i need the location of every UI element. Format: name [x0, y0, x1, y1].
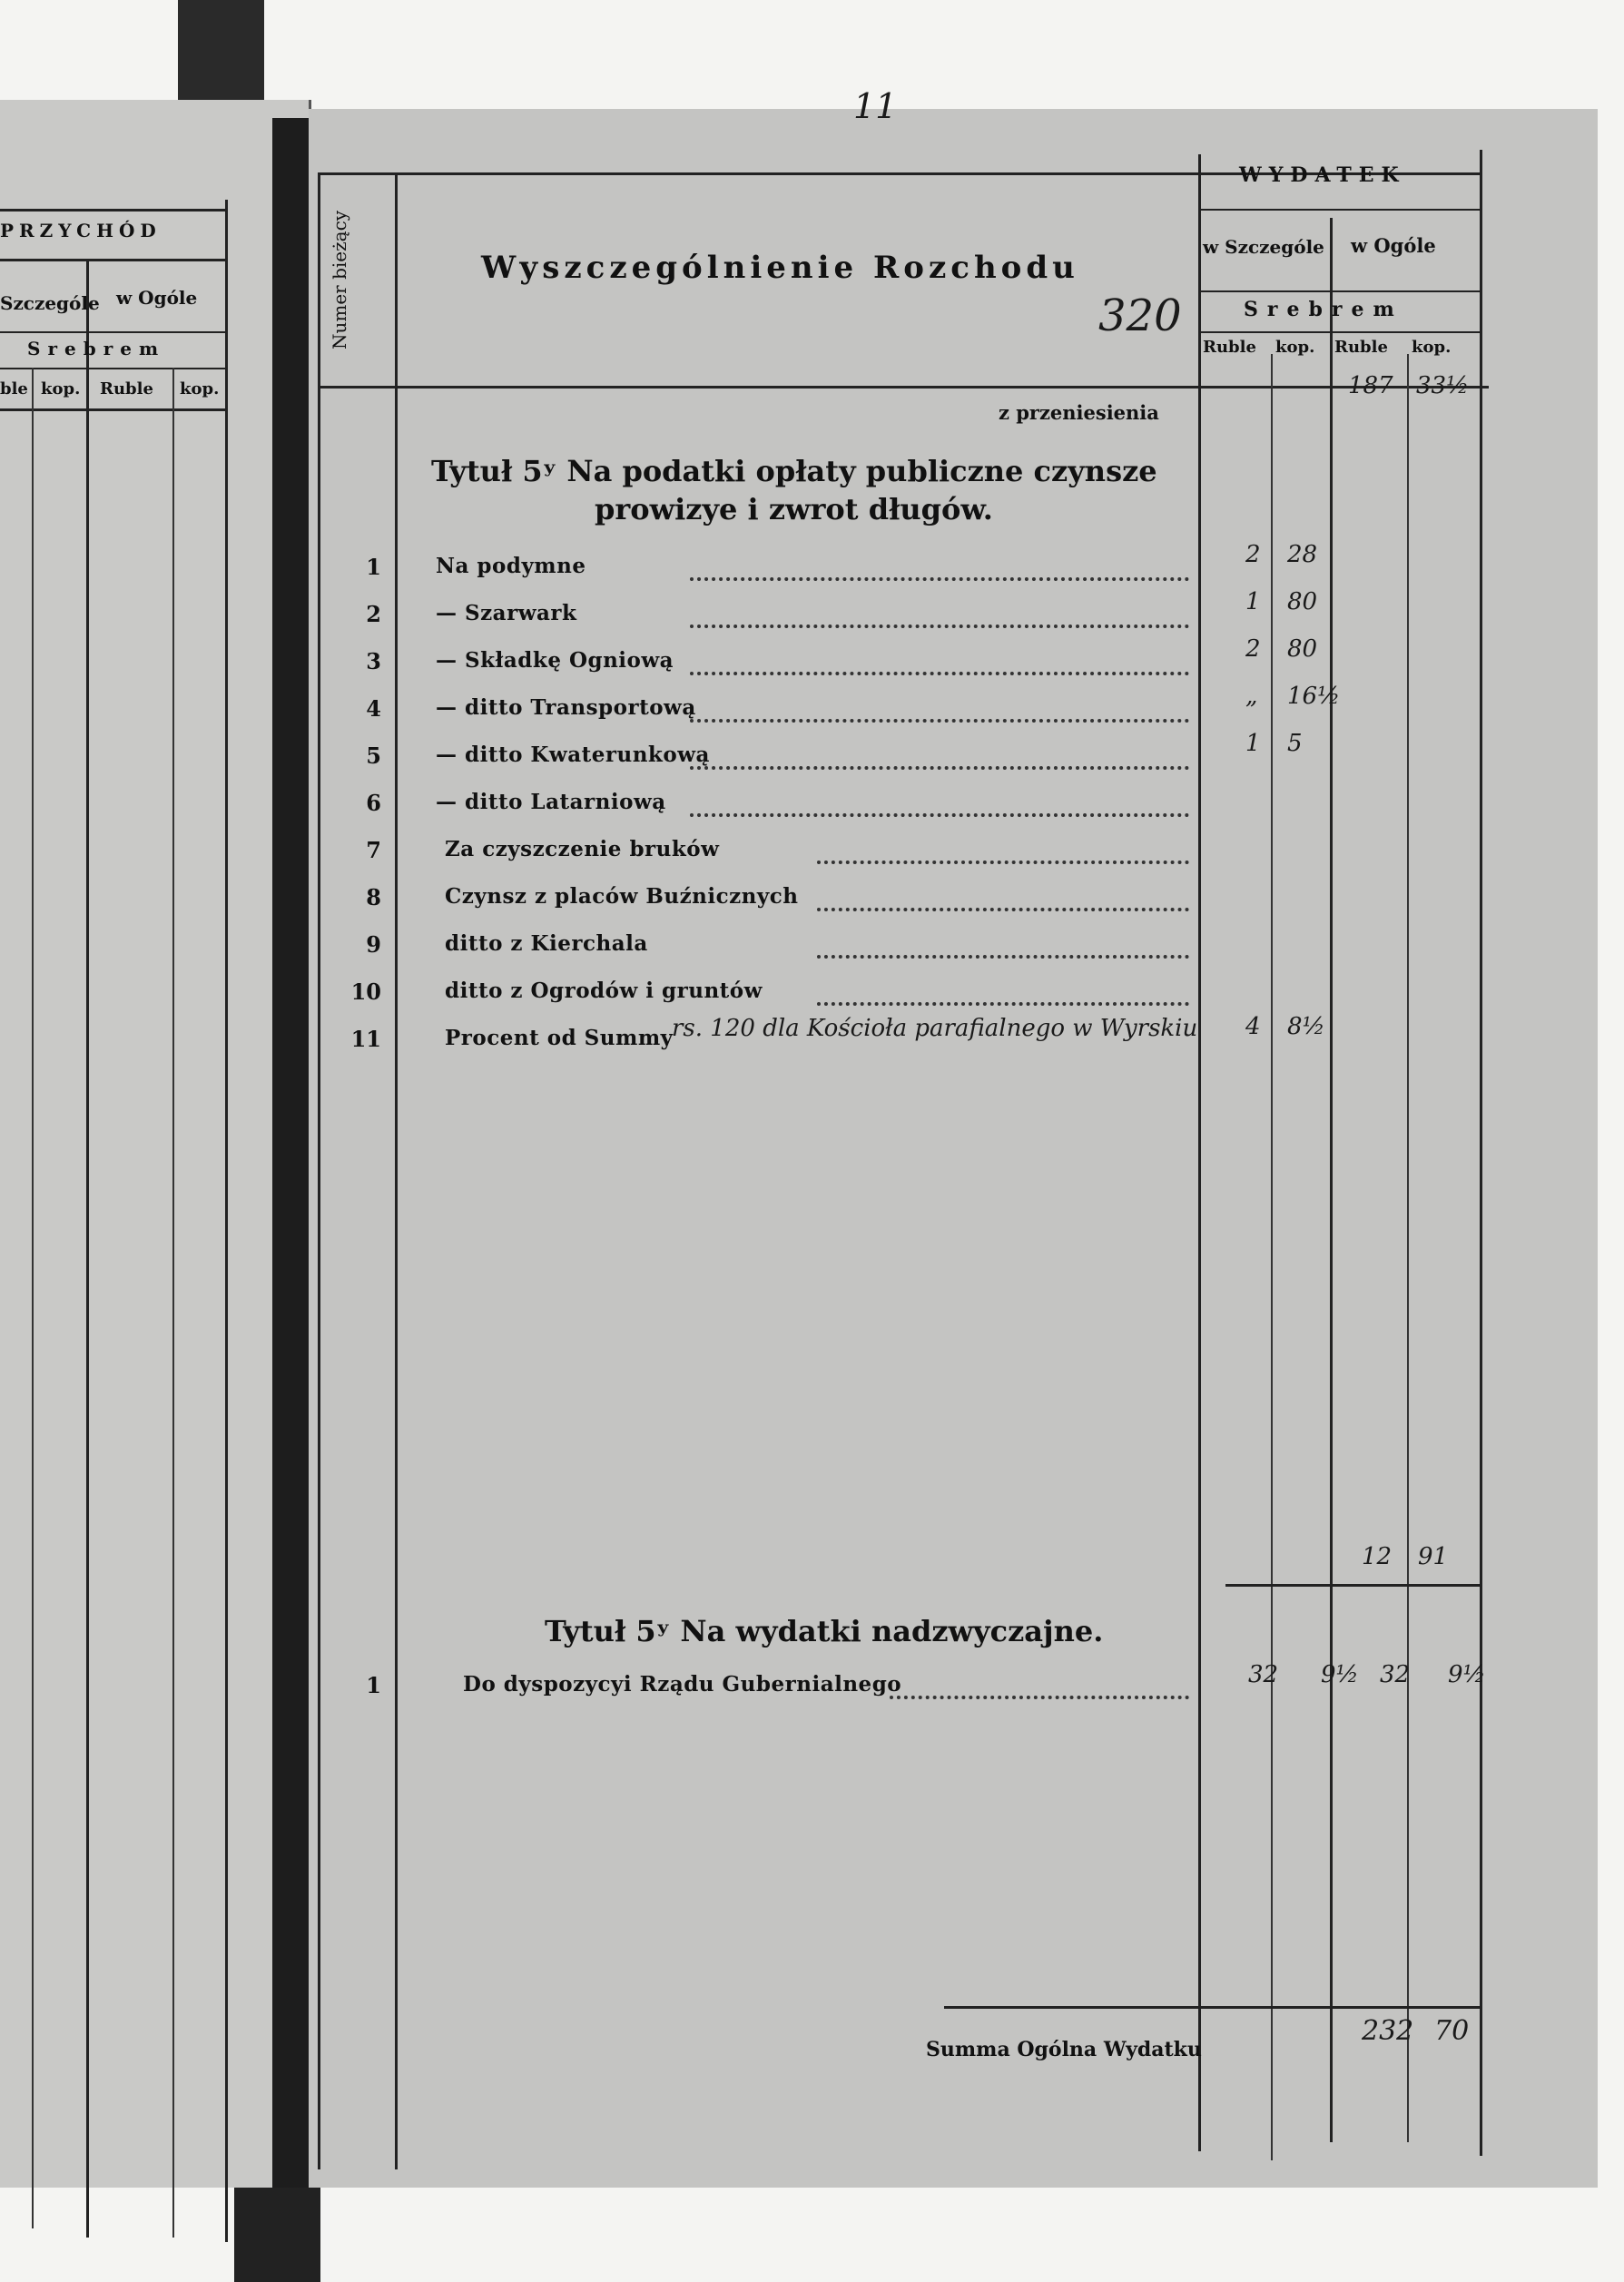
dot-leader	[690, 625, 1189, 628]
row-label: Na podymne	[436, 554, 586, 578]
left-srebrem: Srebrem	[27, 338, 166, 359]
dot-leader	[690, 813, 1189, 817]
row-number: 4	[366, 695, 381, 722]
carry-ruble: 187	[1348, 372, 1393, 399]
left-rule	[0, 408, 227, 411]
grand-total-label: Summa Ogólna Wydatku	[926, 2038, 1202, 2061]
row-kop: 80	[1287, 635, 1318, 663]
left-col-line	[86, 259, 89, 2238]
row-number: 11	[350, 1026, 381, 1052]
row-label: ditto z Ogrodów i gruntów	[445, 979, 763, 1003]
row-handwritten-note: rs. 120 dla Kościoła parafialnego w Wyrskiu	[672, 1015, 1198, 1042]
row-number: 2	[366, 601, 381, 627]
carry-kop: 33½	[1416, 372, 1470, 399]
row-label: — ditto Latarniową	[436, 790, 666, 814]
szczegole-ogole-line	[1330, 218, 1333, 2142]
left-kop: kop.	[180, 379, 220, 398]
wydatek-header: WYDATEK	[1239, 163, 1406, 187]
kop-header: kop.	[1412, 338, 1452, 357]
header-bottom-rule	[318, 386, 1489, 389]
row-ruble: „	[1245, 683, 1258, 710]
dot-leader	[817, 1002, 1189, 1006]
row-label: Za czyszczenie bruków	[445, 837, 720, 861]
dot-leader	[690, 719, 1189, 723]
numer-biezacy-header: Numer bieżący	[329, 210, 350, 349]
wydatek-rule	[1198, 209, 1480, 211]
row-number: 7	[366, 837, 381, 863]
row-number: 3	[366, 648, 381, 674]
row-label: Czynsz z placów Buźnicznych	[445, 884, 799, 909]
row-ruble: 32	[1248, 1661, 1279, 1688]
row-number: 10	[350, 979, 381, 1005]
numer-column-line	[395, 172, 398, 2169]
kop-column-line	[1407, 354, 1409, 2142]
left-rule	[0, 331, 227, 333]
left-col-line	[172, 368, 174, 2238]
row-number: 1	[366, 1672, 381, 1698]
row-ruble: 1	[1245, 730, 1261, 757]
section1-total-kop: 91	[1418, 1543, 1449, 1570]
row-label: — ditto Kwaterunkową	[436, 743, 710, 767]
row-kop: 80	[1287, 588, 1318, 615]
left-col-line	[225, 200, 228, 2242]
srebrem-header: Srebrem	[1244, 298, 1403, 321]
row-ruble: 1	[1245, 588, 1261, 615]
row-number: 5	[366, 743, 381, 769]
frame-left	[318, 172, 320, 2169]
folio-number: 11	[853, 86, 898, 126]
row-label: — ditto Transportową	[436, 695, 696, 720]
section1-title-line2: prowizye i zwrot długów.	[595, 492, 993, 526]
left-rule	[0, 259, 227, 261]
dot-leader	[817, 861, 1189, 864]
left-page	[0, 100, 311, 2188]
row-total-ruble: 32	[1380, 1661, 1411, 1688]
row-total-kop: 9½	[1448, 1661, 1486, 1688]
row-label: — Szarwark	[436, 601, 577, 625]
description-column-line	[1198, 154, 1201, 2151]
binding-strip-bottom	[234, 2179, 320, 2282]
srebrem-rule	[1198, 290, 1480, 292]
row-kop: 8½	[1287, 1013, 1325, 1040]
row-ruble: 2	[1245, 635, 1261, 663]
row-label: — Składkę Ogniową	[436, 648, 674, 673]
w-szczegole-header: w Szczególe	[1203, 236, 1324, 258]
ruble-header: Ruble	[1334, 338, 1388, 357]
row-label: Do dyspozycyi Rządu Gubernialnego	[463, 1672, 902, 1697]
row-kop: 28	[1287, 541, 1318, 568]
left-w-ogole: w Ogóle	[116, 287, 198, 309]
left-kop: kop.	[41, 379, 81, 398]
row-number: 8	[366, 884, 381, 910]
dot-leader	[817, 955, 1189, 959]
row-kop: 9½	[1321, 1661, 1359, 1688]
dot-leader	[690, 672, 1189, 675]
section1-total-ruble: 12	[1362, 1543, 1393, 1570]
dot-leader	[890, 1696, 1189, 1699]
row-ruble: 4	[1245, 1013, 1261, 1040]
kop-column-line	[1271, 354, 1273, 2160]
left-col-line	[32, 368, 34, 2228]
dot-leader	[817, 908, 1189, 911]
subtotal-rule	[1225, 1584, 1480, 1587]
page-title: Wyszczególnienie Rozchodu	[481, 250, 1079, 286]
carry-forward-label: z przeniesienia	[999, 401, 1159, 424]
section2-title: Tytuł 5ʸ Na wydatki nadzwyczajne.	[545, 1614, 1104, 1648]
row-number: 9	[366, 931, 381, 958]
left-ruble: Ruble	[100, 379, 153, 398]
left-w-szczegole: Szczególe	[0, 292, 100, 314]
row-number: 1	[366, 554, 381, 580]
book-spine	[272, 118, 309, 2188]
left-rule	[0, 209, 227, 211]
ruble-kop-rule	[1198, 331, 1480, 333]
ruble-header: Ruble	[1203, 338, 1256, 357]
frame-right	[1480, 150, 1482, 2156]
left-rule	[0, 368, 227, 369]
left-ruble: ble	[0, 379, 28, 398]
section1-title-line1: Tytuł 5ʸ Na podatki opłaty publiczne czynsze	[431, 454, 1157, 488]
dot-leader	[690, 577, 1189, 581]
w-ogole-header: w Ogóle	[1351, 234, 1436, 257]
grand-total-kop: 70	[1434, 2015, 1470, 2047]
row-label: Procent od Summy	[445, 1026, 674, 1050]
row-ruble: 2	[1245, 541, 1261, 568]
row-kop: 5	[1287, 730, 1303, 757]
grand-total-rule	[944, 2006, 1480, 2009]
dot-leader	[690, 766, 1189, 770]
row-kop: 16½	[1287, 683, 1341, 710]
grand-total-ruble: 232	[1362, 2015, 1414, 2047]
handwritten-page-number: 320	[1098, 290, 1182, 341]
ledger-page	[309, 86, 1598, 2188]
left-przychod: PRZYCHÓD	[0, 220, 162, 241]
kop-header: kop.	[1275, 338, 1315, 357]
row-label: ditto z Kierchala	[445, 931, 648, 956]
row-number: 6	[366, 790, 381, 816]
